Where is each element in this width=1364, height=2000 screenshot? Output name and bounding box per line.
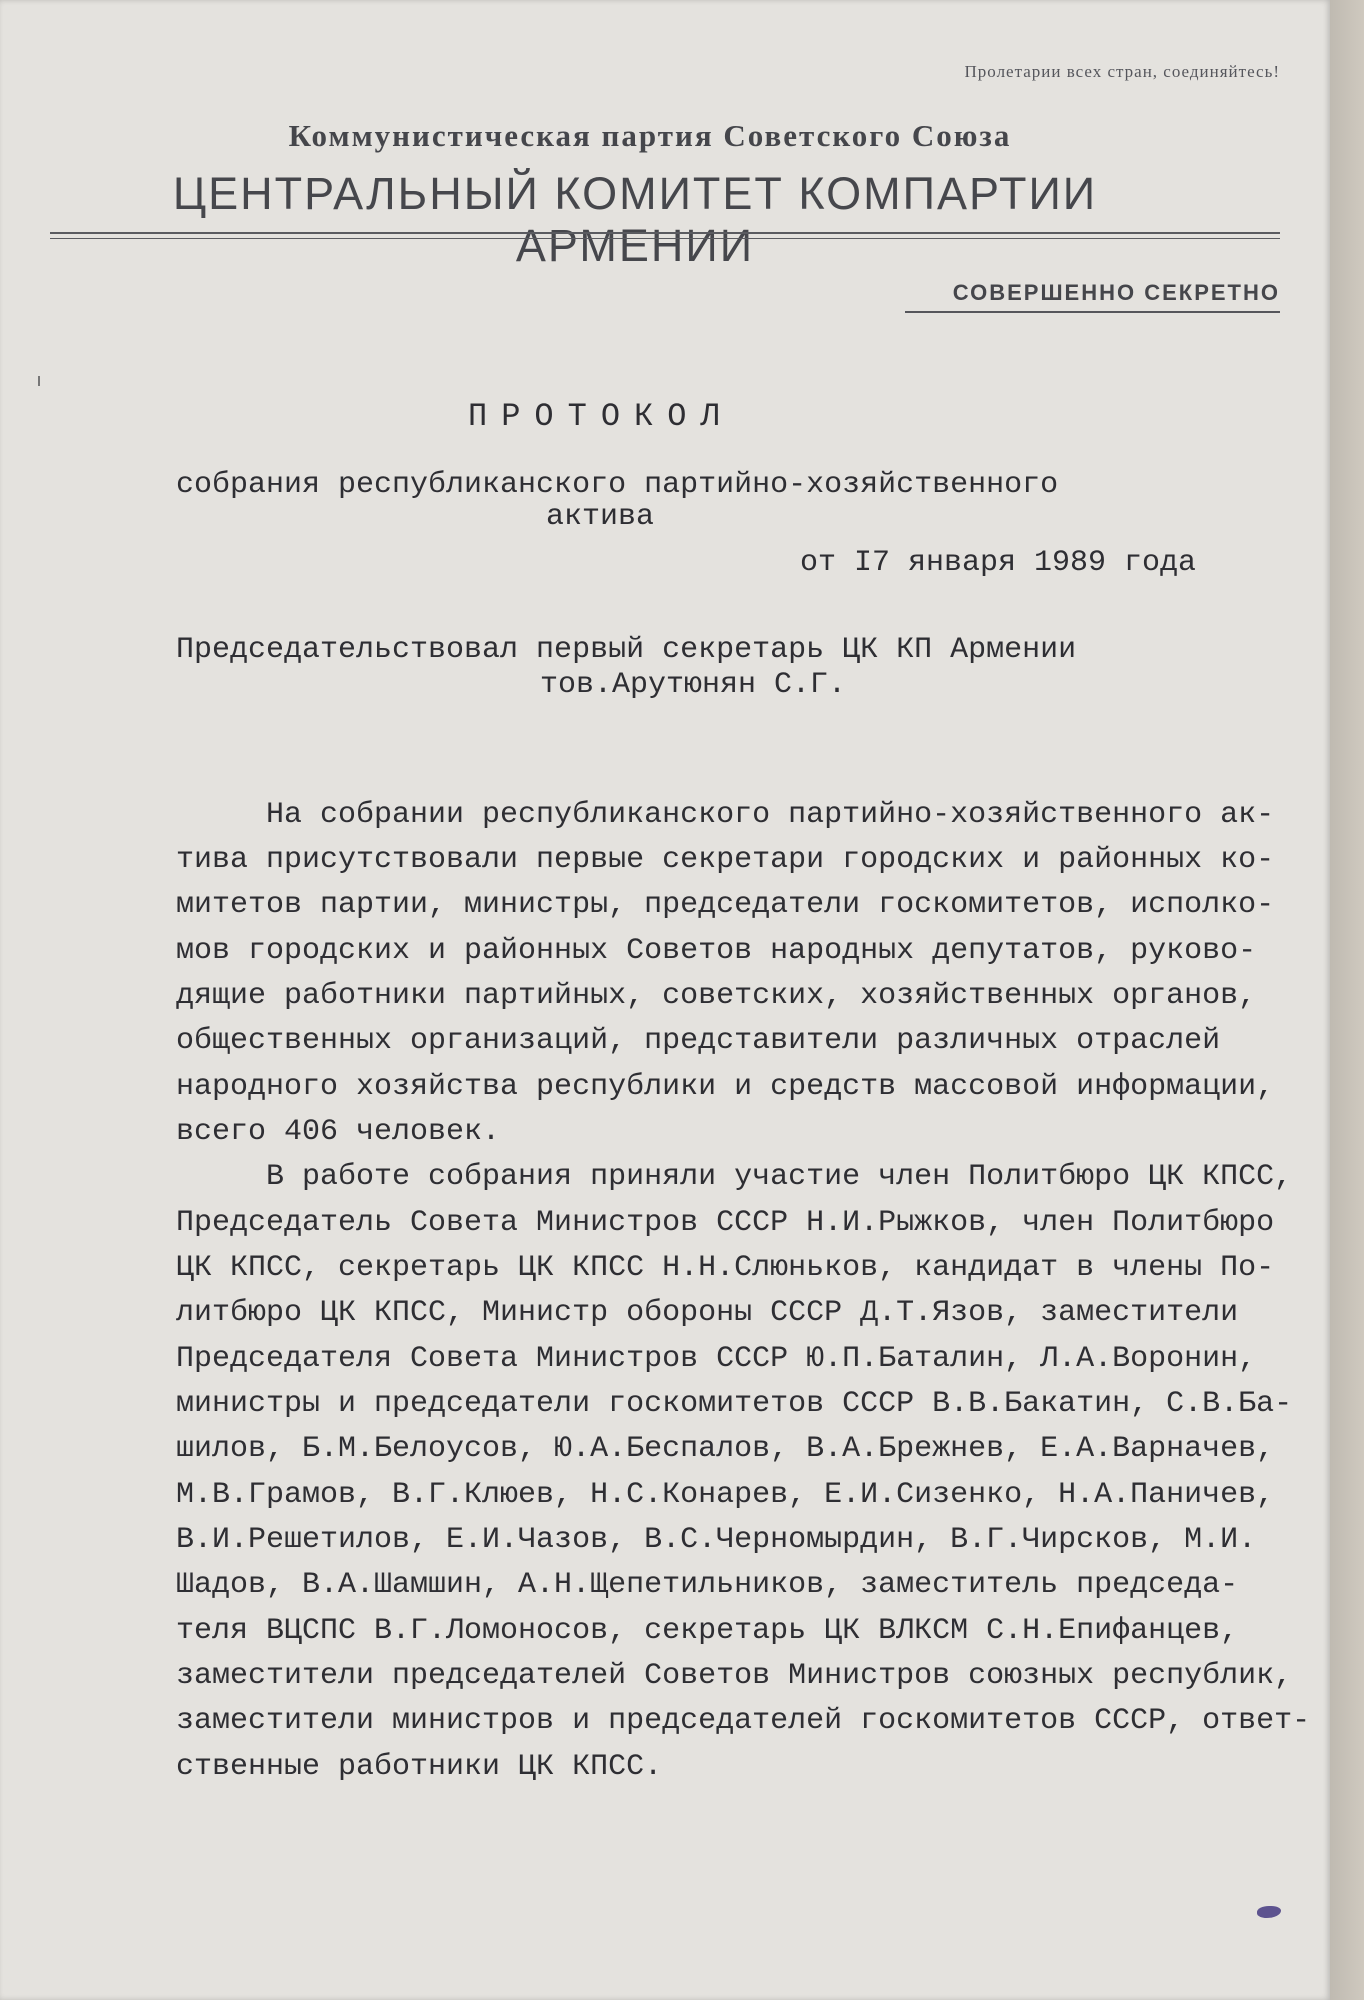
paragraph-2-line: М.В.Грамов, В.Г.Клюев, Н.С.Конарев, Е.И.Сизенко, Н.А.Паничев,	[176, 1478, 1275, 1512]
slogan: Пролетарии всех стран, соединяйтесь!	[964, 62, 1280, 81]
chair-line-2: тов.Арутюнян С.Г.	[540, 668, 847, 702]
ink-mark	[1257, 1906, 1281, 1918]
paragraph-1-line: На собрании республиканского партийно-хозяйственного ак-	[176, 798, 1275, 832]
party-name: Коммунистическая партия Советского Союза	[288, 118, 1012, 153]
paragraph-2-line: заместители министров и председателей госкомитетов СССР, ответ-	[176, 1704, 1311, 1738]
classification-underline	[905, 311, 1280, 313]
paragraph-2-line: В работе собрания приняли участие член Политбюро ЦК КПСС,	[176, 1160, 1293, 1194]
paragraph-2-line: Председатель Совета Министров СССР Н.И.Рыжков, член Политбюро	[176, 1206, 1275, 1240]
paragraph-1-line: народного хозяйства республики и средств массовой информации,	[176, 1070, 1275, 1104]
paragraph-1-line: мов городских и районных Советов народных депутатов, руково-	[176, 934, 1257, 968]
committee-name: ЦЕНТРАЛЬНЫЙ КОМИТЕТ КОМПАРТИИ АРМЕНИИ	[172, 168, 1098, 271]
classification-stamp: СОВЕРШЕННО СЕКРЕТНО	[952, 280, 1280, 305]
letterhead-rule	[50, 232, 1280, 234]
paragraph-2-line: ственные работники ЦК КПСС.	[176, 1750, 663, 1784]
paragraph-2-line: теля ВЦСПС В.Г.Ломоносов, секретарь ЦК ВЛКСМ С.Н.Епифанцев,	[176, 1614, 1239, 1648]
paragraph-2-line: ЦК КПСС, секретарь ЦК КПСС Н.Н.Слюньков, кандидат в члены По-	[176, 1251, 1275, 1285]
subtitle-line-2: актива	[546, 500, 655, 534]
meeting-date: от I7 января 1989 года	[800, 546, 1197, 580]
paragraph-1-line: общественных организаций, представители различных отраслей	[176, 1024, 1221, 1058]
paragraph-1-line: дящие работники партийных, советских, хозяйственных органов,	[176, 979, 1257, 1013]
paragraph-2-line: заместители председателей Советов Министров союзных республик,	[176, 1659, 1293, 1693]
paragraph-1-line: митетов партии, министры, председатели госкомитетов, исполко-	[176, 888, 1275, 922]
paragraph-1-line: тива присутствовали первые секретари городских и районных ко-	[176, 843, 1275, 877]
document-title: ПРОТОКОЛ	[468, 398, 734, 435]
letterhead-rule-thin	[50, 238, 1280, 239]
paragraph-1-line: всего 406 человек.	[176, 1115, 501, 1149]
paragraph-2-line: Председателя Совета Министров СССР Ю.П.Баталин, Л.А.Воронин,	[176, 1342, 1257, 1376]
paragraph-2-line: литбюро ЦК КПСС, Министр обороны СССР Д.Т.Язов, заместители	[176, 1296, 1239, 1330]
chair-line-1: Председательствовал первый секретарь ЦК КП Армении	[176, 633, 1077, 667]
paragraph-2-line: министры и председатели госкомитетов СССР В.В.Бакатин, С.В.Ба-	[176, 1387, 1293, 1421]
pencil-mark	[38, 376, 40, 386]
paragraph-2-line: шилов, Б.М.Белоусов, Ю.А.Беспалов, В.А.Брежнев, Е.А.Варначев,	[176, 1432, 1275, 1466]
subtitle-line-1: собрания республиканского партийно-хозяйственного	[176, 468, 1059, 502]
paragraph-2-line: Шадов, В.А.Шамшин, А.Н.Щепетильников, заместитель председа-	[176, 1568, 1239, 1602]
binding-edge	[1330, 0, 1364, 2000]
paragraph-2-line: В.И.Решетилов, Е.И.Чазов, В.С.Черномырдин, В.Г.Чирсков, М.И.	[176, 1523, 1257, 1557]
